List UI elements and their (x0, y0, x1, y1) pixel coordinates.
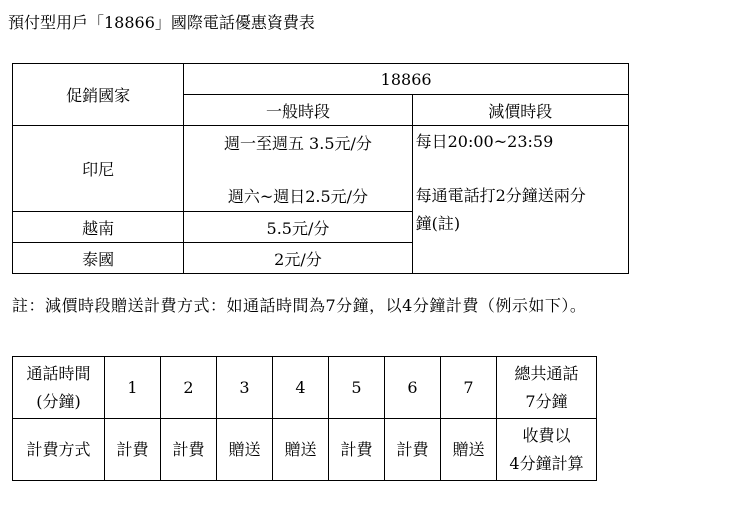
billing-result-cell (497, 419, 597, 481)
page-title: 預付型用戶「18866」國際電話優惠資費表 (8, 13, 315, 32)
discount-desc-line2: 鐘(註) (415, 214, 461, 233)
discount-desc-line1: 每通電話打2分鐘送兩分 (415, 186, 586, 205)
minute-cell: 6 (385, 357, 441, 419)
country-thailand: 泰國 (13, 243, 184, 274)
discount-period-header: 減價時段 (412, 95, 628, 126)
method-cell: 贈送 (441, 419, 497, 481)
total-label: 總共通話 (514, 363, 579, 383)
duration-label-cell (13, 357, 105, 419)
minute-cell: 5 (329, 357, 385, 419)
method-cell: 計費 (329, 419, 385, 481)
footnote: 註：減價時段贈送計費方式：如通話時間為7分鐘，以4分鐘計費（例示如下）。 (12, 296, 587, 315)
vietnam-rate: 5.5元/分 (184, 212, 412, 243)
minute-cell: 2 (161, 357, 217, 419)
minute-cell: 3 (217, 357, 273, 419)
method-label: 計費方式 (13, 419, 105, 481)
method-cell: 計費 (161, 419, 217, 481)
total-value: 7分鐘 (525, 391, 568, 411)
discount-time: 每日20:00~23:59 (415, 132, 554, 151)
method-cell: 計費 (105, 419, 161, 481)
billing-example-table (12, 356, 597, 481)
minute-cell: 1 (105, 357, 161, 419)
total-duration-cell (497, 357, 597, 419)
result-line2: 4分鐘計算 (509, 453, 584, 473)
indonesia-rate-cell (184, 126, 412, 212)
indonesia-weekday-rate: 週一至週五 3.5元/分 (223, 133, 372, 153)
country-indonesia: 印尼 (13, 126, 184, 212)
code-header: 18866 (184, 64, 629, 95)
thailand-rate: 2元/分 (184, 243, 412, 274)
country-header: 促銷國家 (13, 64, 184, 126)
result-line1: 收費以 (522, 425, 571, 445)
minute-cell: 7 (441, 357, 497, 419)
rate-table (12, 63, 629, 274)
duration-unit: (分鐘) (36, 391, 81, 411)
method-cell: 贈送 (217, 419, 273, 481)
method-cell: 計費 (385, 419, 441, 481)
minute-cell: 4 (273, 357, 329, 419)
duration-label: 通話時間 (26, 363, 91, 383)
discount-description (412, 126, 628, 274)
indonesia-weekend-rate: 週六~週日2.5元/分 (227, 186, 369, 206)
normal-period-header: 一般時段 (184, 95, 412, 126)
method-cell: 贈送 (273, 419, 329, 481)
country-vietnam: 越南 (13, 212, 184, 243)
